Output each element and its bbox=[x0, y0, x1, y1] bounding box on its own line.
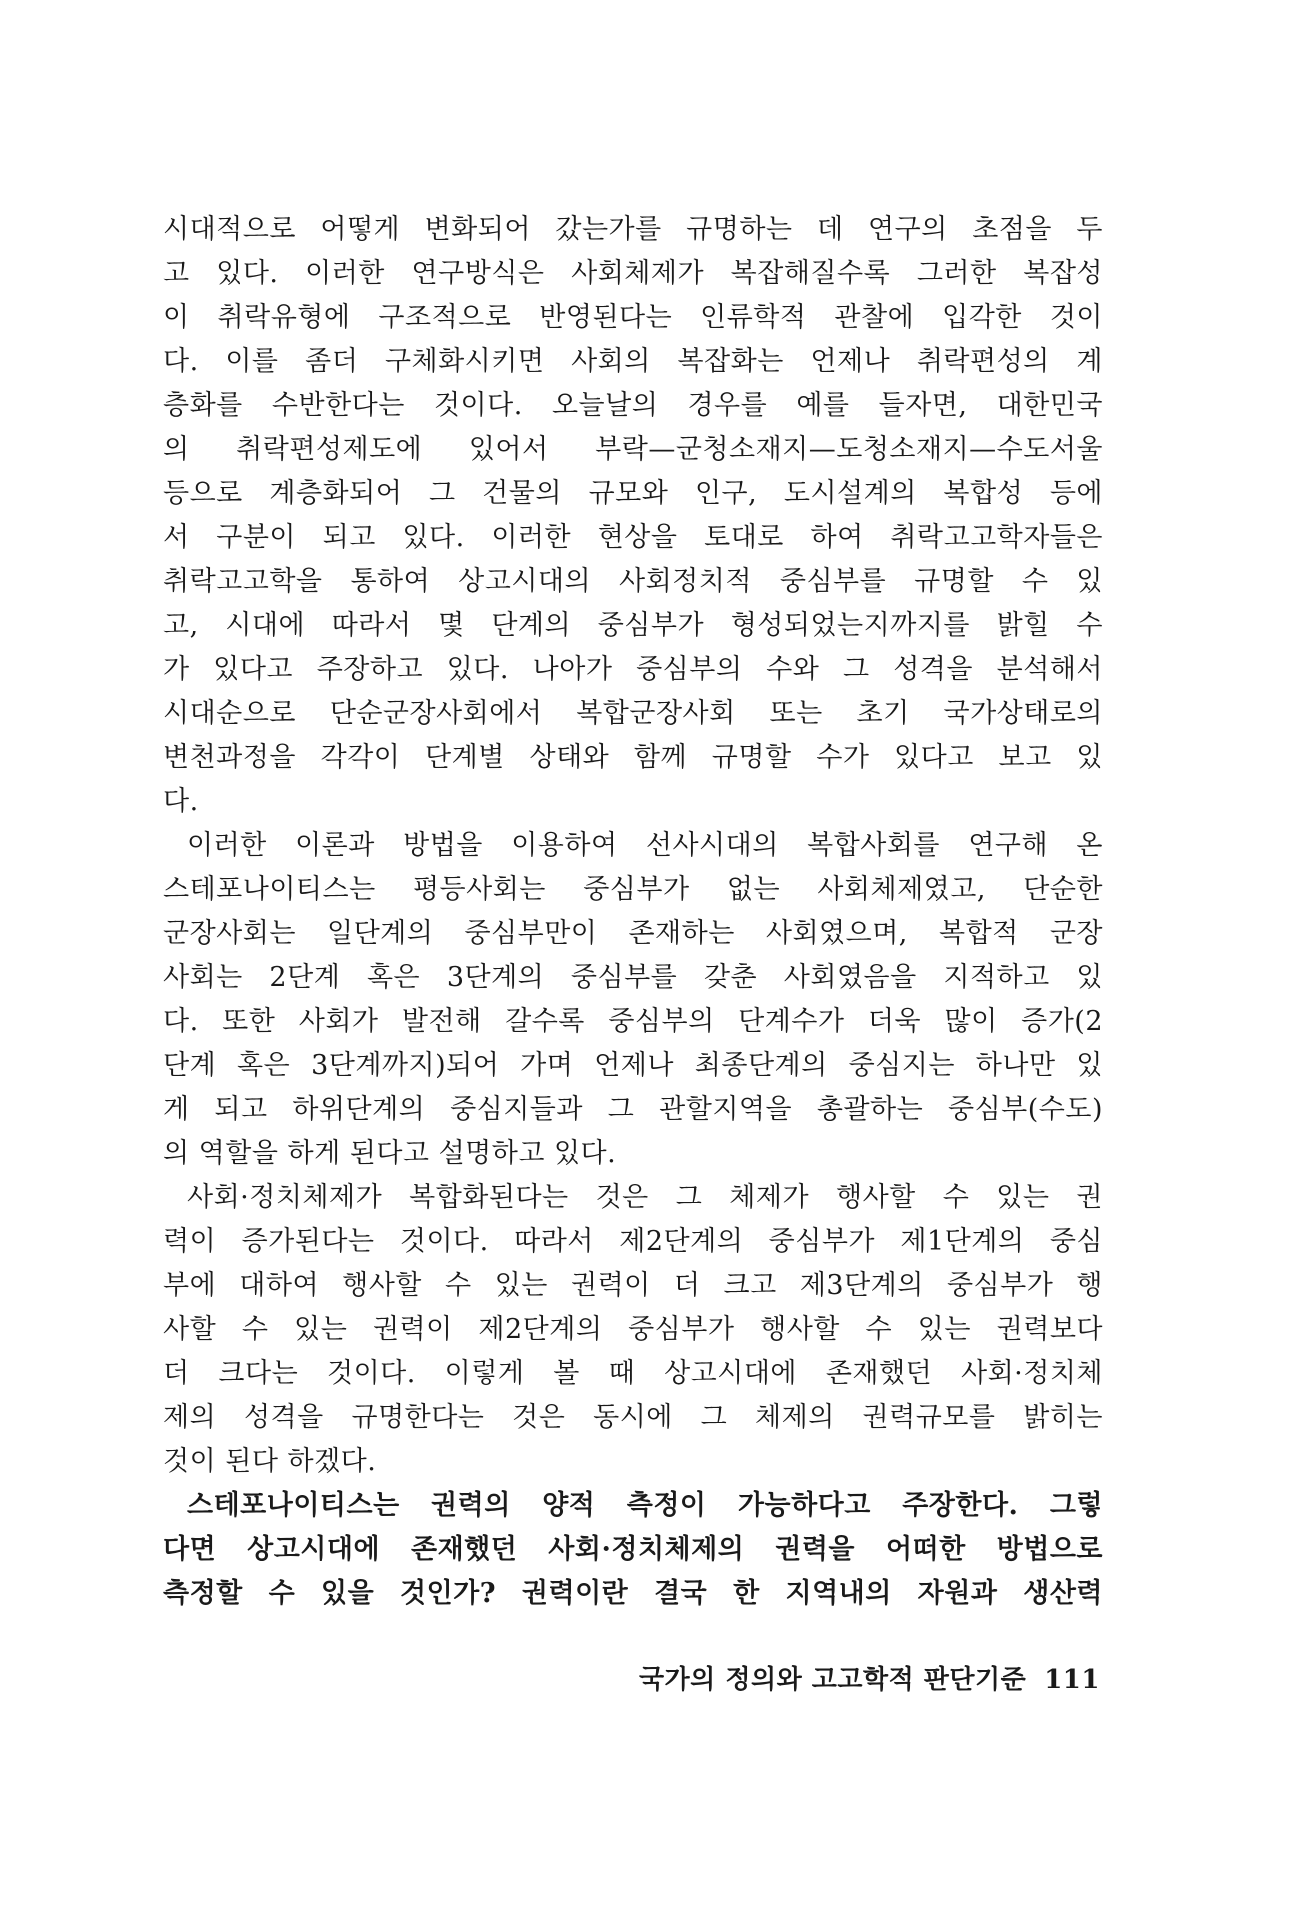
text-line: 다. 또한 사회가 발전해 갈수록 중심부의 단계수가 더욱 많이 증가(2 bbox=[163, 1006, 1103, 1037]
text-line: 부에 대하여 행사할 수 있는 권력이 더 크고 제3단계의 중심부가 행 bbox=[163, 1270, 1103, 1301]
text-line: 의 역할을 하게 된다고 설명하고 있다. bbox=[163, 1138, 617, 1169]
text-line: 취락고고학을 통하여 상고시대의 사회정치적 중심부를 규명할 수 있 bbox=[163, 566, 1103, 597]
text-line: 군장사회는 일단계의 중심부만이 존재하는 사회였으며, 복합적 군장 bbox=[163, 918, 1103, 949]
text-line: 단계 혹은 3단계까지)되어 가며 언제나 최종단계의 중심지는 하나만 있 bbox=[163, 1050, 1103, 1081]
text-line: 스테포나이티스는 평등사회는 중심부가 없는 사회체제였고, 단순한 bbox=[163, 874, 1103, 905]
text-line: 시대적으로 어떻게 변화되어 갔는가를 규명하는 데 연구의 초점을 두 bbox=[163, 214, 1103, 245]
text-line: 고 있다. 이러한 연구방식은 사회체제가 복잡해질수록 그러한 복잡성 bbox=[163, 258, 1103, 289]
text-line: 층화를 수반한다는 것이다. 오늘날의 경우를 예를 들자면, 대한민국 bbox=[163, 390, 1103, 421]
text-line: 다면 상고시대에 존재했던 사회·정치체제의 권력을 어떠한 방법으로 bbox=[163, 1534, 1103, 1565]
text-line: 가 있다고 주장하고 있다. 나아가 중심부의 수와 그 성격을 분석해서 bbox=[163, 654, 1103, 685]
text-line: 제의 성격을 규명한다는 것은 동시에 그 체제의 권력규모를 밝히는 bbox=[163, 1402, 1103, 1433]
running-title: 국가의 정의와 고고학적 판단기준 bbox=[638, 1665, 1027, 1695]
text-line: 력이 증가된다는 것이다. 따라서 제2단계의 중심부가 제1단계의 중심 bbox=[163, 1226, 1103, 1257]
text-line: 등으로 계층화되어 그 건물의 규모와 인구, 도시설계의 복합성 등에 bbox=[163, 478, 1103, 509]
text-line: 이러한 이론과 방법을 이용하여 선사시대의 복합사회를 연구해 온 bbox=[187, 830, 1103, 861]
text-line: 사회는 2단계 혹은 3단계의 중심부를 갖춘 사회였음을 지적하고 있 bbox=[163, 962, 1103, 993]
text-line: 사할 수 있는 권력이 제2단계의 중심부가 행사할 수 있는 권력보다 bbox=[163, 1314, 1103, 1345]
text-line: 것이 된다 하겠다. bbox=[163, 1446, 377, 1477]
text-line: 다. 이를 좀더 구체화시키면 사회의 복잡화는 언제나 취락편성의 계 bbox=[163, 346, 1103, 377]
text-line: 게 되고 하위단계의 중심지들과 그 관할지역을 총괄하는 중심부(수도) bbox=[163, 1094, 1103, 1125]
text-line: 의 취락편성제도에 있어서 부락—군청소재지—도청소재지—수도서울 bbox=[163, 434, 1103, 465]
paragraph-1 bbox=[163, 208, 1103, 824]
text-line: 이 취락유형에 구조적으로 반영된다는 인류학적 관찰에 입각한 것이 bbox=[163, 302, 1103, 333]
text-line: 다. bbox=[163, 786, 199, 817]
text-line: 서 구분이 되고 있다. 이러한 현상을 토대로 하여 취락고고학자들은 bbox=[163, 522, 1103, 553]
paragraph-3 bbox=[163, 1176, 1103, 1484]
text-line: 측정할 수 있을 것인가? 권력이란 결국 한 지역내의 자원과 생산력 bbox=[163, 1578, 1103, 1609]
text-line: 스테포나이티스는 권력의 양적 측정이 가능하다고 주장한다. 그렇 bbox=[187, 1490, 1103, 1521]
paragraph-4 bbox=[163, 1484, 1103, 1616]
text-line: 더 크다는 것이다. 이렇게 볼 때 상고시대에 존재했던 사회·정치체 bbox=[163, 1358, 1103, 1389]
page-number: 111 bbox=[1044, 1665, 1100, 1695]
paragraph-2 bbox=[163, 824, 1103, 1176]
body-text bbox=[163, 208, 1103, 1616]
text-line: 변천과정을 각각이 단계별 상태와 함께 규명할 수가 있다고 보고 있 bbox=[163, 742, 1103, 773]
text-line: 시대순으로 단순군장사회에서 복합군장사회 또는 초기 국가상태로의 bbox=[163, 698, 1103, 729]
running-footer bbox=[600, 1659, 1100, 1699]
text-line: 고, 시대에 따라서 몇 단계의 중심부가 형성되었는지까지를 밝힐 수 bbox=[163, 610, 1103, 641]
text-line: 사회·정치체제가 복합화된다는 것은 그 체제가 행사할 수 있는 권 bbox=[187, 1182, 1103, 1213]
